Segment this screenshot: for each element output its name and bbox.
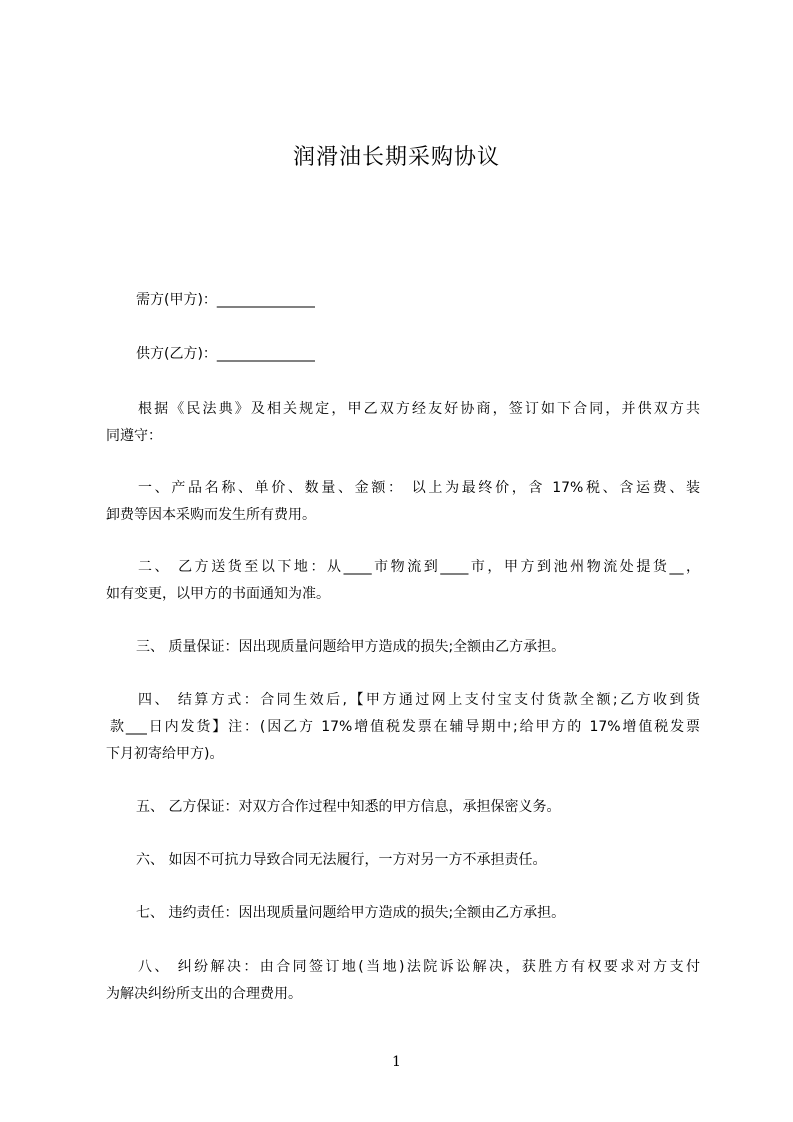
clause-1-line-1: 一、产品名称、单价、数量、金额： 以上为最终价，含 17%税、含运费、装 [138, 480, 700, 496]
document-title: 润滑油长期采购协议 [292, 145, 500, 170]
supplier-line: 供方(乙方)：______________ [136, 346, 315, 362]
preamble-line-2: 同遵守： [106, 428, 162, 444]
clause-4-line-2: 款___日内发货】注：(因乙方 17%增值税发票在辅导期中;给甲方的 17%增值税发票 [110, 719, 700, 735]
clause-8-line-2: 为解决纠纷所支出的合理费用。 [106, 986, 302, 1002]
clause-8-line-1: 八、 纠纷解决：由合同签订地(当地)法院诉讼解决，获胜方有权要求对方支付 [138, 959, 700, 975]
clause-5: 五、 乙方保证：对双方合作过程中知悉的甲方信息，承担保密义务。 [136, 799, 561, 815]
page-number: 1 [392, 1054, 401, 1070]
clause-1-line-2: 卸费等因本采购而发生所有费用。 [106, 507, 316, 523]
clause-3: 三、 质量保证：因出现质量问题给甲方造成的损失;全额由乙方承担。 [136, 639, 566, 655]
clause-6: 六、 如因不可抗力导致合同无法履行，一方对另一方不承担责任。 [136, 852, 547, 868]
buyer-line: 需方(甲方)：______________ [136, 292, 315, 308]
clause-2-line-2: 如有变更，以甲方的书面通知为准。 [106, 586, 330, 602]
preamble-line-1: 根据《民法典》及相关规定，甲乙双方经友好协商，签订如下合同，并供双方共 [138, 401, 700, 417]
clause-7: 七、 违约责任：因出现质量问题给甲方造成的损失;全额由乙方承担。 [136, 905, 566, 921]
clause-4-line-1: 四、 结算方式：合同生效后,【甲方通过网上支付宝支付货款全额;乙方收到货 [138, 692, 700, 708]
clause-4-line-3: 下月初寄给甲方)。 [106, 746, 224, 762]
clause-2-line-1: 二、 乙方送货至以下地：从____市物流到____市，甲方到池州物流处提货__， [138, 559, 700, 575]
